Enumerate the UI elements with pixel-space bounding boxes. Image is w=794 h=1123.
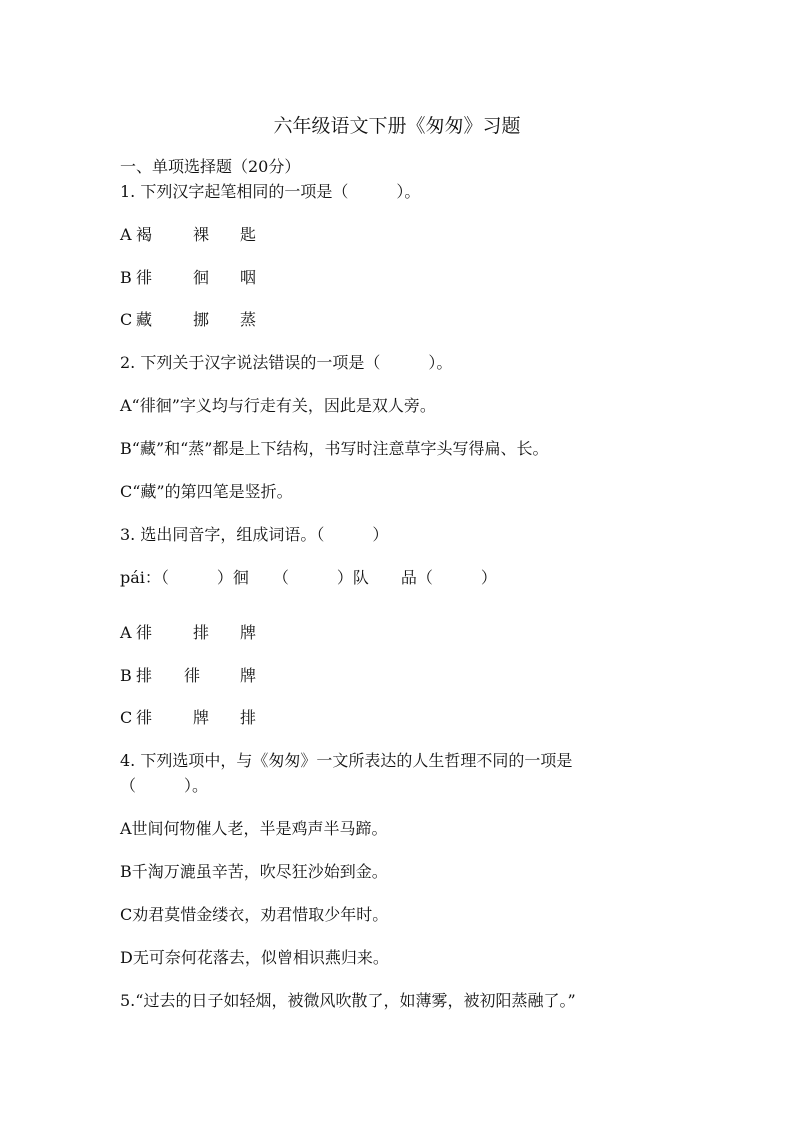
option-char: 排 [240, 708, 257, 727]
option-char: 蒸 [240, 310, 257, 329]
option-char: 褐 [136, 225, 153, 244]
question-3-stem: 3. 选出同音字，组成词语。（ ） [120, 525, 389, 544]
option-char: 徘 [184, 666, 201, 685]
question-5-stem: 5.“过去的日子如轻烟，被微风吹散了，如薄雾，被初阳蒸融了。” [120, 991, 576, 1010]
question-2-option-b: B“藏”和“蒸”都是上下结构，书写时注意草字头写得扁、长。 [120, 439, 549, 458]
question-2-option-c: C“藏”的第四笔是竖折。 [120, 482, 293, 501]
question-2-option-a: A“徘徊”字义均与行走有关，因此是双人旁。 [120, 396, 436, 415]
option-char: 咽 [240, 268, 257, 287]
question-4-stem-continued: （ ）。 [120, 776, 209, 795]
question-3-pinyin-line: pái：（ ）徊 （ ）队 品（ ） [120, 568, 497, 587]
option-letter: C [120, 708, 133, 727]
question-4-option-d: D无可奈何花落去，似曾相识燕归来。 [120, 948, 389, 967]
option-letter: A [120, 623, 132, 642]
option-char: 藏 [136, 310, 153, 329]
option-char: 排 [136, 666, 153, 685]
option-char: 徊 [193, 268, 210, 287]
option-letter: A [120, 225, 132, 244]
question-4-option-b: B千淘万漉虽辛苦，吹尽狂沙始到金。 [120, 862, 388, 881]
page-title: 六年级语文下册《匆匆》习题 [273, 115, 521, 137]
option-char: 挪 [193, 310, 210, 329]
option-char: 徘 [136, 708, 153, 727]
option-char: 裸 [193, 225, 210, 244]
option-char: 牌 [240, 623, 257, 642]
option-letter: B [120, 268, 132, 287]
section-heading: 一、单项选择题（20分） [120, 157, 301, 176]
option-char: 牌 [193, 708, 210, 727]
option-char: 排 [193, 623, 210, 642]
question-1-stem: 1. 下列汉字起笔相同的一项是（ ）。 [120, 182, 421, 201]
question-2-stem: 2. 下列关于汉字说法错误的一项是（ ）。 [120, 353, 453, 372]
question-4-stem: 4. 下列选项中，与《匆匆》一文所表达的人生哲理不同的一项是 [120, 751, 573, 770]
question-4-option-c: C劝君莫惜金缕衣，劝君惜取少年时。 [120, 905, 389, 924]
option-char: 匙 [240, 225, 257, 244]
option-letter: C [120, 310, 133, 329]
option-char: 牌 [240, 666, 257, 685]
question-4-option-a: A世间何物催人老，半是鸡声半马蹄。 [120, 819, 388, 838]
option-letter: B [120, 666, 132, 685]
option-char: 徘 [136, 623, 153, 642]
option-char: 徘 [136, 268, 153, 287]
